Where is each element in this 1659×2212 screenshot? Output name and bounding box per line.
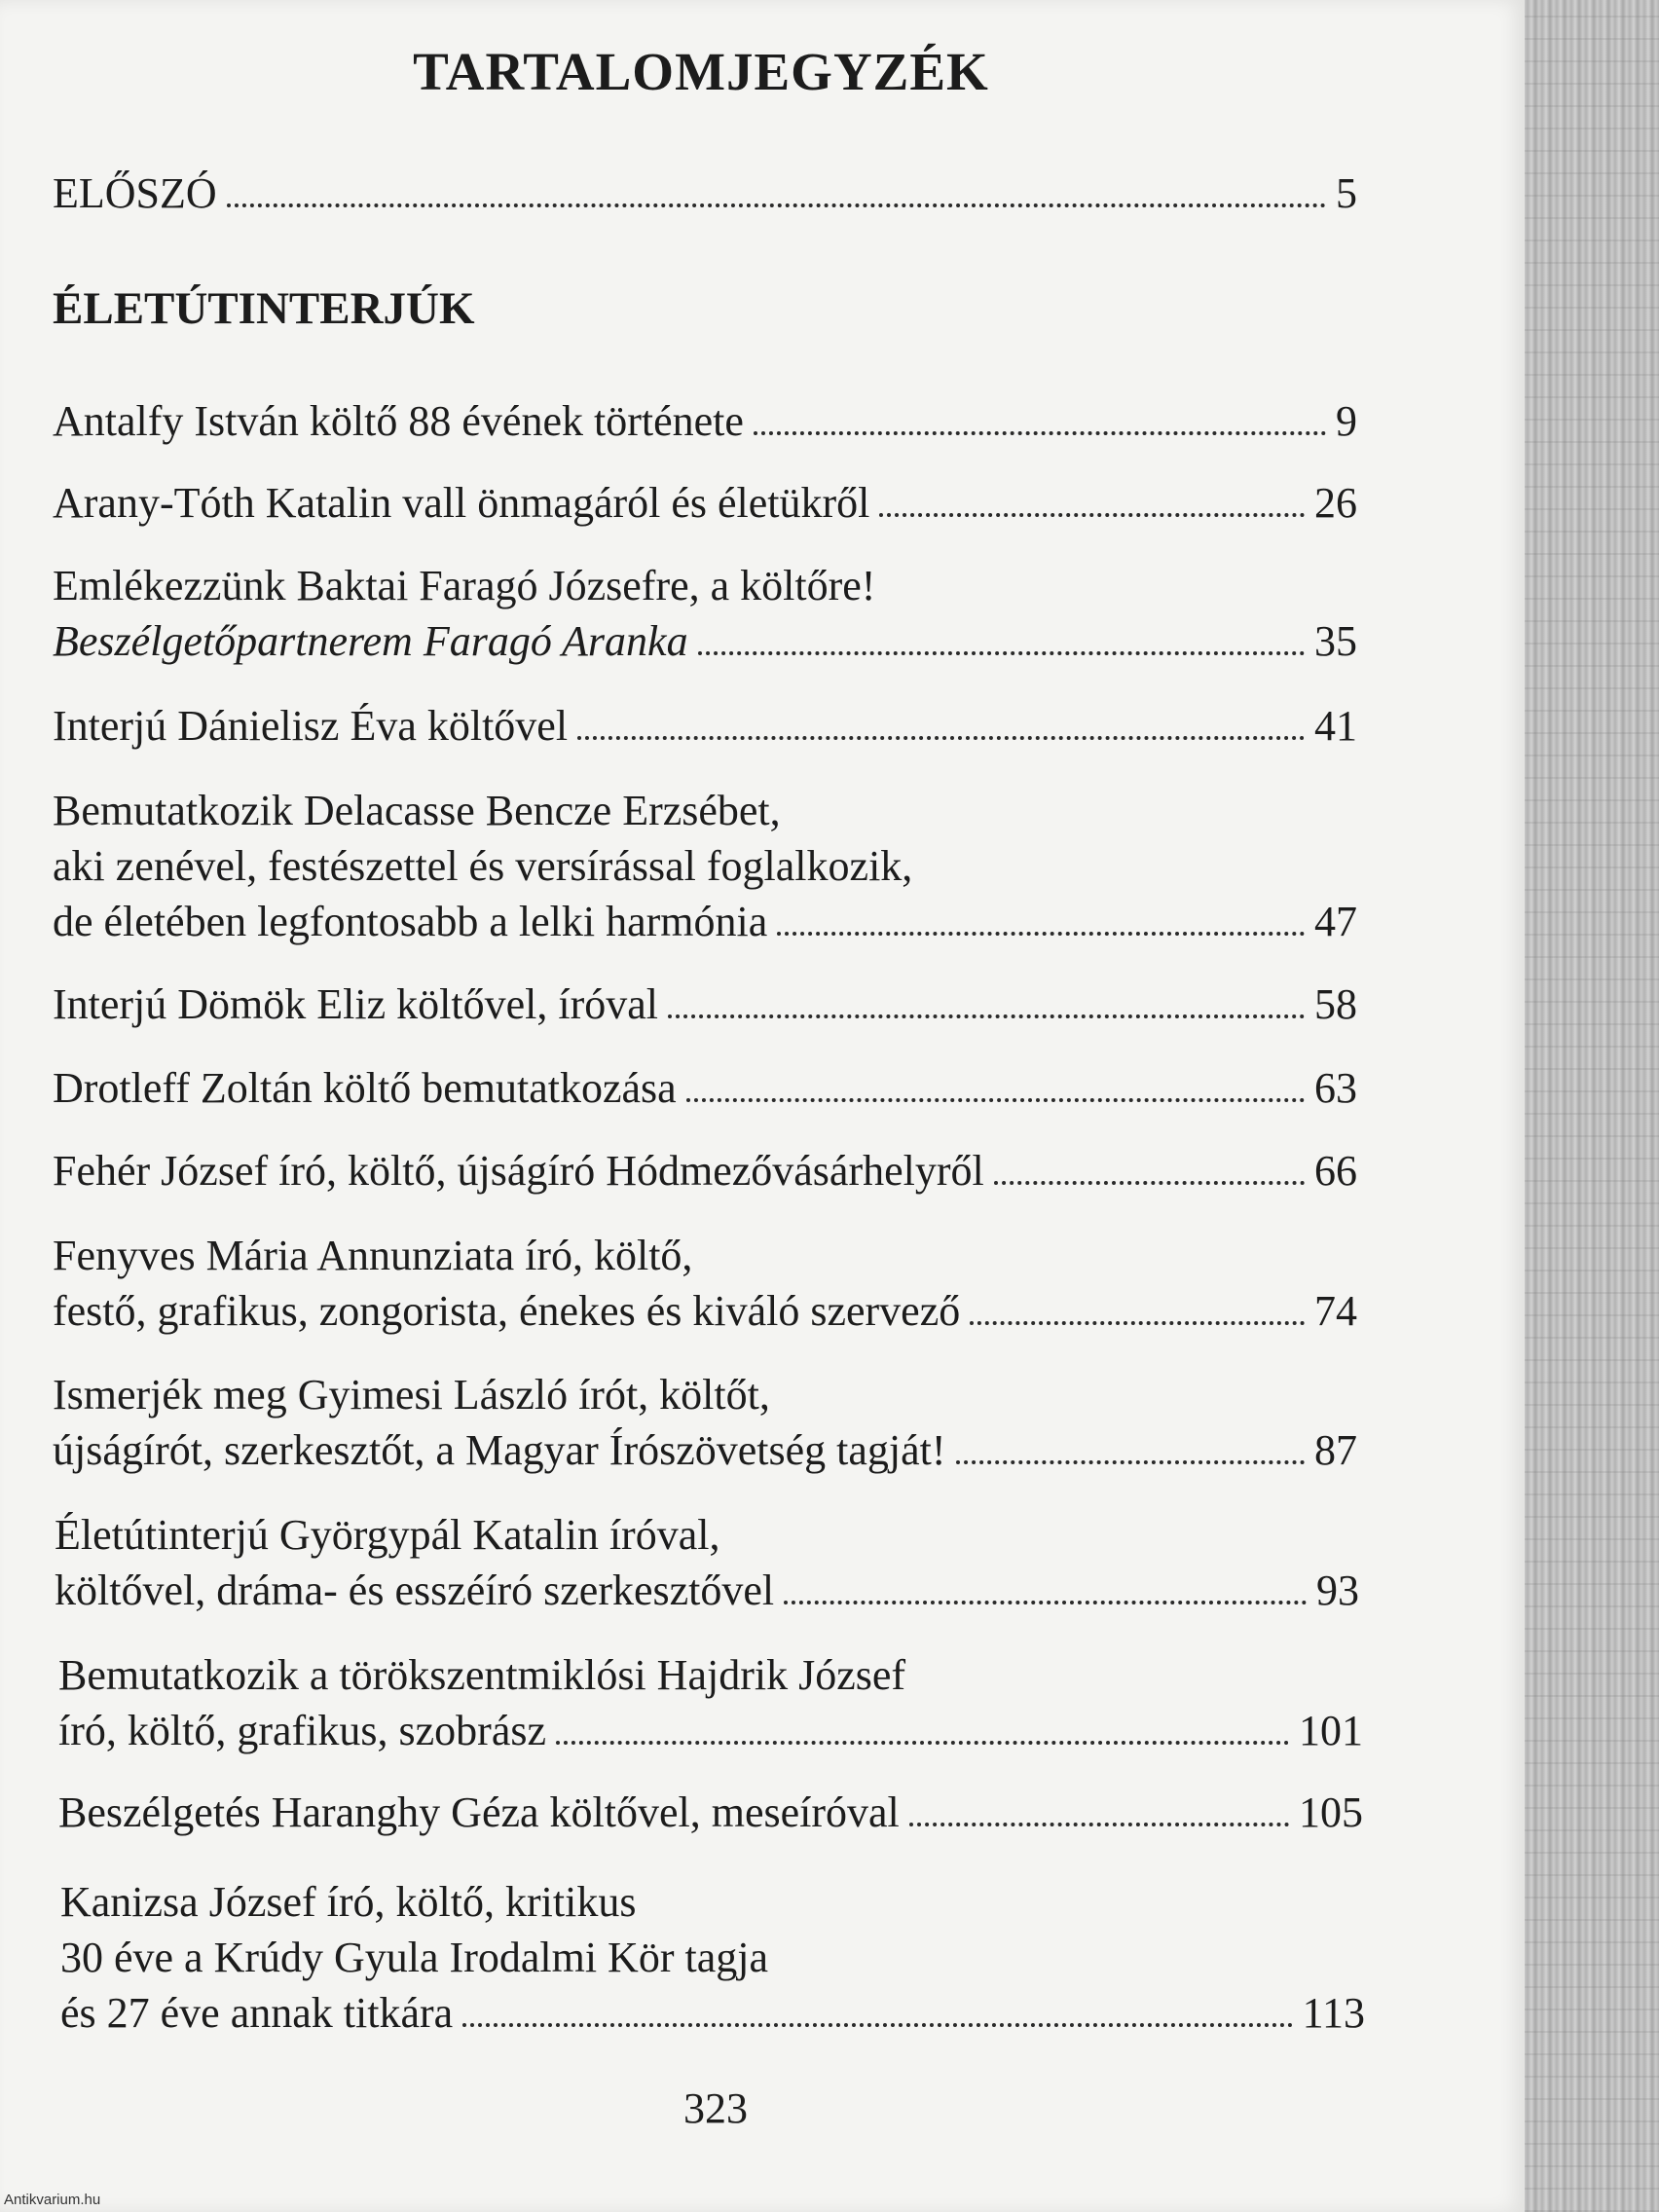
entry-subtitle: Beszélgetőpartnerem Faragó Aranka	[53, 617, 688, 665]
toc-entry	[55, 1507, 1359, 1618]
entry-page-number: 105	[1299, 1788, 1363, 1836]
dot-leader	[956, 1460, 1305, 1464]
dot-leader	[777, 932, 1305, 936]
entry-title: Arany-Tóth Katalin vall önmagáról és életükről	[53, 479, 870, 527]
dot-leader	[784, 1601, 1307, 1604]
entry-title: Életútinterjú Györgypál Katalin íróval,	[55, 1511, 720, 1559]
toc-entry	[53, 1367, 1357, 1478]
entry-title: Antalfy István költő 88 évének története	[53, 397, 744, 445]
entry-title-line: 30 éve a Krúdy Gyula Irodalmi Kör tagja	[60, 1934, 768, 1981]
entry-page-number: 9	[1336, 397, 1357, 445]
dot-leader	[556, 1741, 1289, 1745]
toc-entry	[58, 1647, 1363, 1758]
entry-page-number: 74	[1314, 1287, 1357, 1335]
entry-title: Emlékezzünk Baktai Faragó Józsefre, a költőre!	[53, 562, 876, 609]
entry-page-number: 41	[1314, 702, 1357, 750]
entry-title-line: festő, grafikus, zongorista, énekes és kiváló szervező	[53, 1287, 961, 1335]
toc-entry	[53, 393, 1357, 449]
entry-title-line: újságírót, szerkesztőt, a Magyar Írószövetség tagját!	[53, 1426, 946, 1474]
section-heading: ÉLETÚTINTERJÚK	[53, 283, 475, 334]
entry-page-number: 93	[1316, 1567, 1359, 1614]
entry-title: Fenyves Mária Annunziata író, költő,	[53, 1232, 693, 1279]
entry-page-number: 66	[1314, 1147, 1357, 1195]
dot-leader	[754, 431, 1326, 435]
entry-page-number: 5	[1336, 169, 1357, 217]
entry-title-line: költővel, dráma- és esszéíró szerkesztővel	[55, 1567, 775, 1614]
dot-leader	[462, 2023, 1292, 2027]
toc-entry	[53, 1060, 1357, 1116]
toc-entry	[53, 783, 1357, 949]
toc-entry	[53, 977, 1357, 1032]
entry-title-line: de életében legfontosabb a lelki harmónia	[53, 898, 768, 945]
entry-page-number: 87	[1314, 1426, 1357, 1474]
entry-title: Drotleff Zoltán költő bemutatkozása	[53, 1064, 677, 1112]
entry-page-number: 35	[1314, 617, 1357, 665]
toc-entry-foreword	[53, 166, 1357, 221]
entry-title-line: és 27 éve annak titkára	[60, 1989, 454, 2037]
toc-entry	[53, 475, 1357, 531]
entry-page-number: 63	[1314, 1064, 1357, 1112]
entry-page-number: 26	[1314, 479, 1357, 527]
entry-page-number: 58	[1314, 980, 1357, 1028]
entry-title: Kanizsa József író, költő, kritikus	[60, 1878, 637, 1926]
entry-title: Interjú Dánielisz Éva költővel	[53, 702, 569, 750]
book-page-edges	[1525, 0, 1659, 2212]
dot-leader	[577, 736, 1305, 740]
page-title: TARTALOMJEGYZÉK	[413, 42, 989, 101]
entry-page-number: 47	[1314, 898, 1357, 945]
entry-title: Bemutatkozik Delacasse Bencze Erzsébet,	[53, 787, 781, 834]
dot-leader	[686, 1098, 1305, 1102]
entry-title: Interjú Dömök Eliz költővel, íróval	[53, 980, 658, 1028]
entry-title: Beszélgetés Haranghy Géza költővel, meseíróval	[58, 1788, 900, 1836]
dot-leader	[994, 1181, 1305, 1185]
entry-title-line: aki zenével, festészettel és versírással foglalkozik,	[53, 842, 913, 890]
entry-page-number: 113	[1302, 1989, 1365, 2037]
toc-entry	[58, 1785, 1363, 1840]
entry-title-line: író, költő, grafikus, szobrász	[58, 1707, 546, 1754]
entry-title: Fehér József író, költő, újságíró Hódmezővásárhelyről	[53, 1147, 984, 1195]
dot-leader	[909, 1823, 1289, 1826]
toc-entry	[53, 698, 1357, 754]
toc-entry	[53, 1143, 1357, 1198]
dot-leader	[668, 1014, 1305, 1018]
dot-leader	[698, 651, 1305, 655]
toc-entry	[53, 558, 1357, 669]
toc-entry	[53, 1228, 1357, 1339]
entry-page-number: 101	[1299, 1707, 1363, 1754]
dot-leader	[879, 513, 1305, 517]
dot-leader	[227, 203, 1326, 207]
entry-title: Bemutatkozik a törökszentmiklósi Hajdrik József	[58, 1651, 906, 1699]
page-number: 323	[683, 2084, 748, 2132]
entry-title: ELŐSZÓ	[53, 169, 217, 217]
entry-title: Ismerjék meg Gyimesi László írót, költőt,	[53, 1371, 770, 1419]
watermark: Antikvarium.hu	[4, 2192, 101, 2208]
dot-leader	[970, 1321, 1305, 1325]
toc-entry	[60, 1874, 1365, 2041]
